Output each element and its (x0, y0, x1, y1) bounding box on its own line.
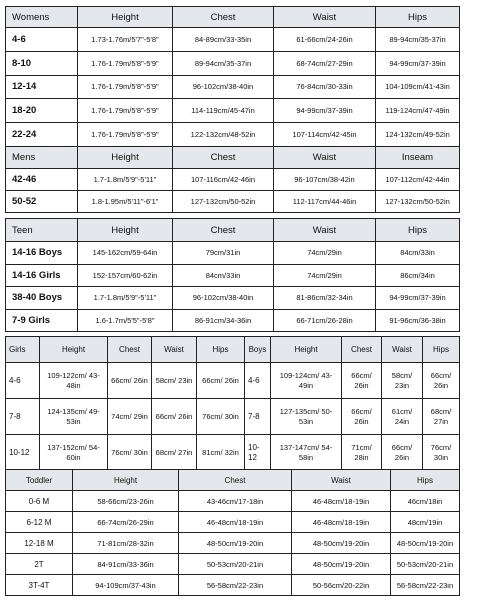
girls-boys-size-table (5, 336, 460, 471)
table-cell: 1.7-1.8m/5'9"-5'11" (78, 169, 173, 191)
table-cell: 71cm/ 28in (342, 435, 382, 471)
table-cell: 50-53cm/20-21in (179, 554, 292, 575)
table-cell: 91-96cm/36-38in (376, 309, 460, 332)
table-cell: 76cm/ 30in (423, 435, 460, 471)
size-label: 6-12 M (6, 512, 73, 533)
table-cell: 137-152cm/ 54-60in (40, 435, 108, 471)
table-cell: 48-50cm/19-20in (391, 533, 460, 554)
header-cell: Height (78, 7, 173, 28)
table-header-row (6, 147, 460, 169)
size-label: 4-6 (245, 363, 271, 399)
header-cell: Waist (382, 337, 423, 363)
header-cell: Waist (152, 337, 197, 363)
table-cell: 94-99cm/37-39in (274, 99, 376, 123)
header-cell: Hips (197, 337, 245, 363)
table-header-row (6, 337, 460, 363)
header-cell: Chest (179, 470, 292, 491)
toddler-size-table (5, 469, 460, 596)
table-cell: 66cm/ 26in (152, 399, 197, 435)
table-cell: 43-46cm/17-18in (179, 491, 292, 512)
table-cell: 109-122cm/ 43-48in (40, 363, 108, 399)
size-label: 12-18 M (6, 533, 73, 554)
table-cell: 109-124cm/ 43-49in (271, 363, 342, 399)
size-label: 18-20 (6, 99, 78, 123)
table-header-row (6, 7, 460, 28)
header-cell: Hips (423, 337, 460, 363)
table-cell: 137-147cm/ 54-58in (271, 435, 342, 471)
table-cell: 84cm/33in (376, 242, 460, 265)
table-cell: 1.76-1.79m/5'8"-5'9" (78, 123, 173, 147)
table-row (6, 363, 460, 399)
header-cell: Inseam (376, 147, 460, 169)
table-row (6, 399, 460, 435)
header-cell: Height (78, 147, 173, 169)
header-cell: Height (271, 337, 342, 363)
table-header-row (6, 219, 460, 242)
table-cell: 1.8-1.95m/5'11"-6'1" (78, 191, 173, 213)
header-cell: Toddler (6, 470, 73, 491)
teen-size-table (5, 218, 460, 332)
header-cell: Height (73, 470, 179, 491)
table-header-row (6, 470, 460, 491)
table-cell: 107-112cm/42-44in (376, 169, 460, 191)
table-cell: 96-102cm/38-40in (173, 75, 274, 99)
size-label: 7-8 (6, 399, 40, 435)
table-row (6, 28, 460, 52)
table-cell: 94-99cm/37-39in (376, 51, 460, 75)
table-cell: 152-157cm/60-62in (78, 264, 173, 287)
header-cell: Boys (245, 337, 271, 363)
size-label: 10- 12 (245, 435, 271, 471)
table-cell: 107-114cm/42-45in (274, 123, 376, 147)
table-cell: 66cm/ 26in (108, 363, 152, 399)
table-cell: 66cm/ 26in (342, 399, 382, 435)
size-label: 4-6 (6, 28, 78, 52)
table-row (6, 435, 460, 471)
table-cell: 94-99cm/37-39in (376, 287, 460, 310)
table-cell: 1.76-1.79m/5'8"-5'9" (78, 99, 173, 123)
size-label: 22-24 (6, 123, 78, 147)
table-cell: 1.76-1.79m/5'8"-5'9" (78, 75, 173, 99)
table-row (6, 191, 460, 213)
table-cell: 66cm/ 26in (342, 363, 382, 399)
table-cell: 58cm/ 23in (152, 363, 197, 399)
table-cell: 66-71cm/26-28in (274, 309, 376, 332)
table-cell: 122-132cm/48-52in (173, 123, 274, 147)
size-label: 38-40 Boys (6, 287, 78, 310)
table-cell: 68cm/ 27in (152, 435, 197, 471)
table-cell: 50-53cm/20-21in (391, 554, 460, 575)
table-row (6, 533, 460, 554)
table-cell: 46-48cm/18-19in (292, 491, 391, 512)
size-label: 0-6 M (6, 491, 73, 512)
header-cell: Chest (342, 337, 382, 363)
table-cell: 1.76-1.79m/5'8"-5'9" (78, 51, 173, 75)
table-cell: 71-81cm/28-32in (73, 533, 179, 554)
table-cell: 96-107cm/38-42in (274, 169, 376, 191)
table-cell: 114-119cm/45-47in (173, 99, 274, 123)
table-cell: 74cm/29in (274, 242, 376, 265)
table-cell: 107-116cm/42-46in (173, 169, 274, 191)
table-cell: 76-84cm/30-33in (274, 75, 376, 99)
header-cell: Hips (376, 7, 460, 28)
table-cell: 48-50cm/19-20in (292, 533, 391, 554)
table-row (6, 512, 460, 533)
table-cell: 89-94cm/35-37in (376, 28, 460, 52)
table-cell: 46-48cm/18-19in (179, 512, 292, 533)
table-cell: 84-91cm/33-36in (73, 554, 179, 575)
table-cell: 68-74cm/27-29in (274, 51, 376, 75)
table-row (6, 242, 460, 265)
table-cell: 81-86cm/32-34in (274, 287, 376, 310)
table-cell: 81cm/ 32in (197, 435, 245, 471)
table-cell: 61cm/ 24in (382, 399, 423, 435)
header-cell: Chest (173, 7, 274, 28)
table-cell: 89-94cm/35-37in (173, 51, 274, 75)
header-cell: Waist (274, 7, 376, 28)
header-cell: Teen (6, 219, 78, 242)
header-cell: Mens (6, 147, 78, 169)
table-cell: 124-135cm/ 49-53in (40, 399, 108, 435)
header-cell: Waist (274, 219, 376, 242)
table-row (6, 75, 460, 99)
table-row (6, 575, 460, 596)
table-row (6, 264, 460, 287)
table-cell: 48-50cm/19-20in (179, 533, 292, 554)
table-cell: 127-132cm/50-52in (376, 191, 460, 213)
header-cell: Waist (274, 147, 376, 169)
table-cell: 104-109cm/41-43in (376, 75, 460, 99)
table-cell: 127-135cm/ 50-53in (271, 399, 342, 435)
size-label: 7-8 (245, 399, 271, 435)
header-cell: Hips (376, 219, 460, 242)
table-cell: 94-109cm/37-43in (73, 575, 179, 596)
table-cell: 48cm/19in (391, 512, 460, 533)
size-label: 50-52 (6, 191, 78, 213)
table-cell: 1.73-1.76m/5'7"-5'8" (78, 28, 173, 52)
table-row (6, 99, 460, 123)
table-row (6, 287, 460, 310)
header-cell: Girls (6, 337, 40, 363)
table-cell: 112-117cm/44-46in (274, 191, 376, 213)
header-cell: Chest (108, 337, 152, 363)
header-cell: Chest (173, 219, 274, 242)
table-cell: 46cm/18in (391, 491, 460, 512)
table-row (6, 123, 460, 147)
table-cell: 56-58cm/22-23in (391, 575, 460, 596)
table-cell: 127-132cm/50-52in (173, 191, 274, 213)
table-cell: 84-89cm/33-35in (173, 28, 274, 52)
table-cell: 86cm/34in (376, 264, 460, 287)
table-cell: 96-102cm/38-40in (173, 287, 274, 310)
header-cell: Height (78, 219, 173, 242)
table-cell: 84cm/33in (173, 264, 274, 287)
table-cell: 76cm/ 30in (108, 435, 152, 471)
table-cell: 1.6-1.7m/5'5"-5'8" (78, 309, 173, 332)
table-cell: 74cm/ 29in (108, 399, 152, 435)
table-cell: 86-91cm/34-36in (173, 309, 274, 332)
size-label: 14-16 Boys (6, 242, 78, 265)
table-cell: 48-50cm/19-20in (292, 554, 391, 575)
table-cell: 145-162cm/59-64in (78, 242, 173, 265)
table-cell: 76cm/ 30in (197, 399, 245, 435)
size-label: 8-10 (6, 51, 78, 75)
mens-size-table (5, 146, 460, 213)
table-cell: 66-74cm/26-29in (73, 512, 179, 533)
table-cell: 66cm/ 26in (197, 363, 245, 399)
header-cell: Womens (6, 7, 78, 28)
table-cell: 50-56cm/20-22in (292, 575, 391, 596)
table-cell: 58cm/ 23in (382, 363, 423, 399)
header-cell: Hips (391, 470, 460, 491)
size-label: 3T-4T (6, 575, 73, 596)
table-row (6, 309, 460, 332)
table-cell: 1.7-1.8m/5'9"-5'11" (78, 287, 173, 310)
table-cell: 58-66cm/23-26in (73, 491, 179, 512)
header-cell: Waist (292, 470, 391, 491)
table-cell: 61-66cm/24-26in (274, 28, 376, 52)
size-label: 4-6 (6, 363, 40, 399)
table-cell: 68cm/ 27in (423, 399, 460, 435)
table-row (6, 491, 460, 512)
table-cell: 66cm/ 26in (423, 363, 460, 399)
table-row (6, 51, 460, 75)
table-cell: 79cm/31in (173, 242, 274, 265)
size-label: 7-9 Girls (6, 309, 78, 332)
table-cell: 46-48cm/18-19in (292, 512, 391, 533)
table-cell: 56-58cm/22-23in (179, 575, 292, 596)
size-label: 14-16 Girls (6, 264, 78, 287)
table-cell: 119-124cm/47-49in (376, 99, 460, 123)
header-cell: Height (40, 337, 108, 363)
table-cell: 66cm/ 26in (382, 435, 423, 471)
table-row (6, 554, 460, 575)
size-label: 10-12 (6, 435, 40, 471)
womens-size-table (5, 6, 460, 147)
header-cell: Chest (173, 147, 274, 169)
table-row (6, 169, 460, 191)
size-label: 12-14 (6, 75, 78, 99)
size-label: 42-46 (6, 169, 78, 191)
table-cell: 124-132cm/49-52in (376, 123, 460, 147)
table-cell: 74cm/29in (274, 264, 376, 287)
size-label: 2T (6, 554, 73, 575)
